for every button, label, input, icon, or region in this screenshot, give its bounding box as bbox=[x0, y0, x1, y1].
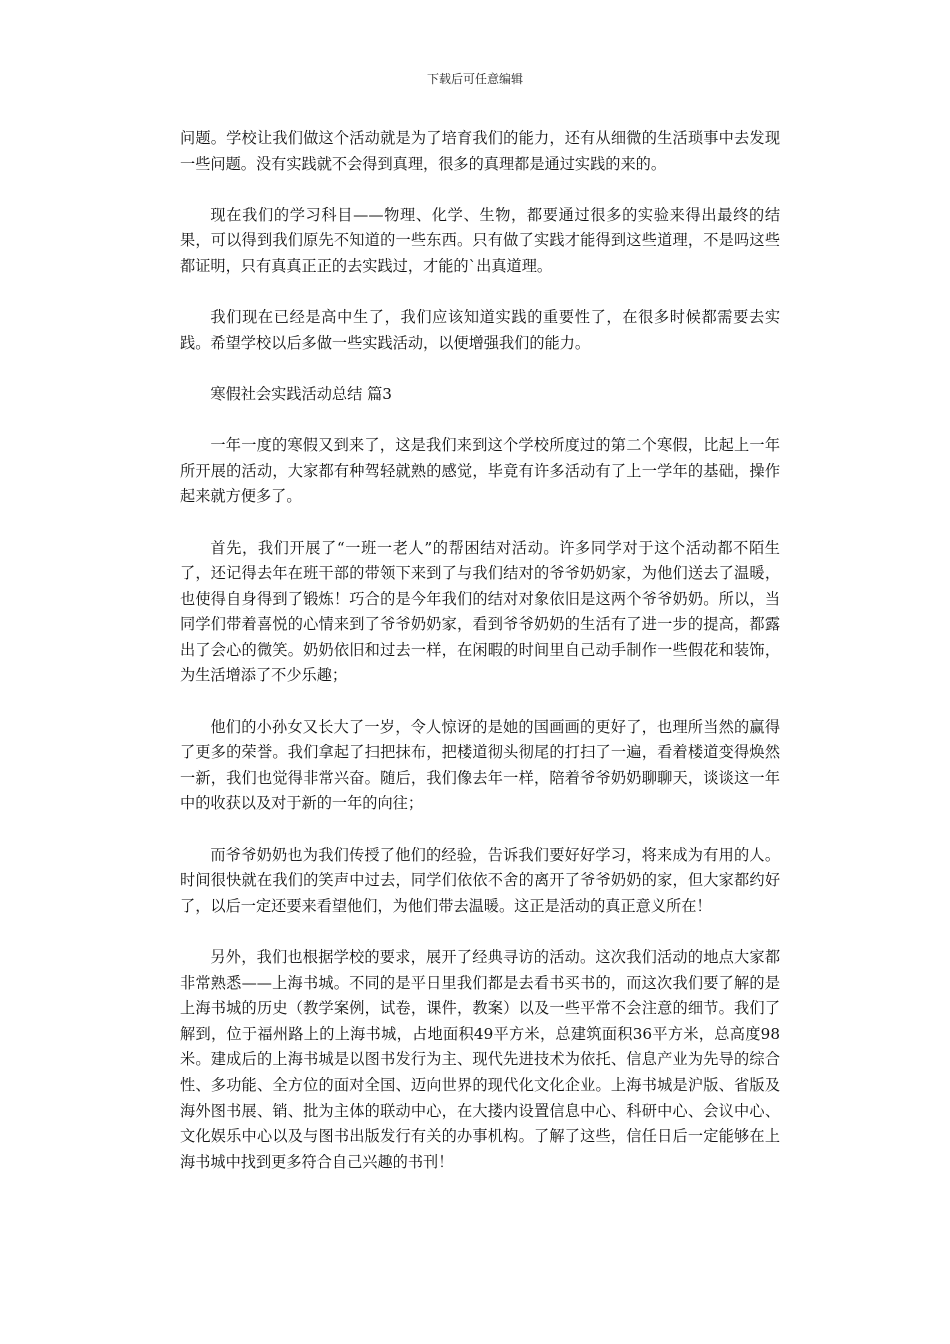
paragraph-continued: 问题。学校让我们做这个活动就是为了培育我们的能力，还有从细微的生活琐事中去发现一些问题。没有实践就不会得到真理，很多的真理都是通过实践的来的。 bbox=[180, 129, 780, 173]
paragraph: 我们现在已经是高中生了，我们应该知道实践的重要性了，在很多时候都需要去实践。希望学校以后多做一些实践活动，以便增强我们的能力。 bbox=[180, 308, 780, 352]
paragraph: 首先，我们开展了“一班一老人”的帮困结对活动。许多同学对于这个活动都不陌生了，还记得去年在班干部的带领下来到了与我们结对的爷爷奶奶家，为他们送去了温暖，也使得自身得到了锻炼！巧合的是今年我们的结对对象依旧是这两个爷爷奶奶。所以，当同学们带着喜悦的心情来到了爷爷奶奶家，看到爷爷奶奶的生活有了进一步的提高，都露出了会心的微笑。奶奶依旧和过去一样，在闲暇的时间里自己动手制作一些假花和装饰，为生活增添了不少乐趣； bbox=[180, 538, 780, 685]
paragraph: 现在我们的学习科目——物理、化学、生物，都要通过很多的实验来得出最终的结果，可以得到我们原先不知道的一些东西。只有做了实践才能得到这些道理，不是吗这些都证明，只有真真正正的去实践过，才能的`出真道理。 bbox=[180, 205, 780, 275]
document-body bbox=[180, 126, 780, 1201]
paragraph: 另外，我们也根据学校的要求，展开了经典寻访的活动。这次我们活动的地点大家都非常熟悉——上海书城。不同的是平日里我们都是去看书买书的，而这次我们要了解的是上海书城的历史（教学案例，试卷，课件，教案）以及一些平常不会注意的细节。我们了解到，位于福州路上的上海书城，占地面积49平方米，总建筑面积36平方米，总高度98米。建成后的上海书城是以图书发行为主、现代先进技术为依托、信息产业为先导的综合性、多功能、全方位的面对全国、迈向世界的现代化文化企业。上海书城是沪版、省版及海外图书展、销、批为主体的联动中心，在大搂内设置信息中心、科研中心、会议中心、文化娱乐中心以及与图书出版发行有关的办事机构。了解了这些，信任日后一定能够在上海书城中找到更多符合自己兴趣的书刊！ bbox=[180, 948, 780, 1171]
page-header-note: 下载后可任意编辑 bbox=[426, 72, 523, 86]
paragraph: 他们的小孙女又长大了一岁，令人惊讶的是她的国画画的更好了，也理所当然的赢得了更多的荣誉。我们拿起了扫把抹布，把楼道彻头彻尾的打扫了一遍，看着楼道变得焕然一新，我们也觉得非常兴奋。随后，我们像去年一样，陪着爷爷奶奶聊聊天，谈谈这一年中的收获以及对于新的一年的向往； bbox=[180, 717, 780, 813]
paragraph: 而爷爷奶奶也为我们传授了他们的经验，告诉我们要好好学习，将来成为有用的人。时间很快就在我们的笑声中过去，同学们依依不舍的离开了爷爷奶奶的家，但大家都约好了，以后一定还要来看望他们，为他们带去温暖。这正是活动的真正意义所在！ bbox=[180, 845, 780, 915]
section-heading: 寒假社会实践活动总结 篇3 bbox=[210, 384, 392, 403]
paragraph: 一年一度的寒假又到来了，这是我们来到这个学校所度过的第二个寒假，比起上一年所开展的活动，大家都有种驾轻就熟的感觉，毕竟有许多活动有了上一学年的基础，操作起来就方便多了。 bbox=[180, 436, 780, 506]
